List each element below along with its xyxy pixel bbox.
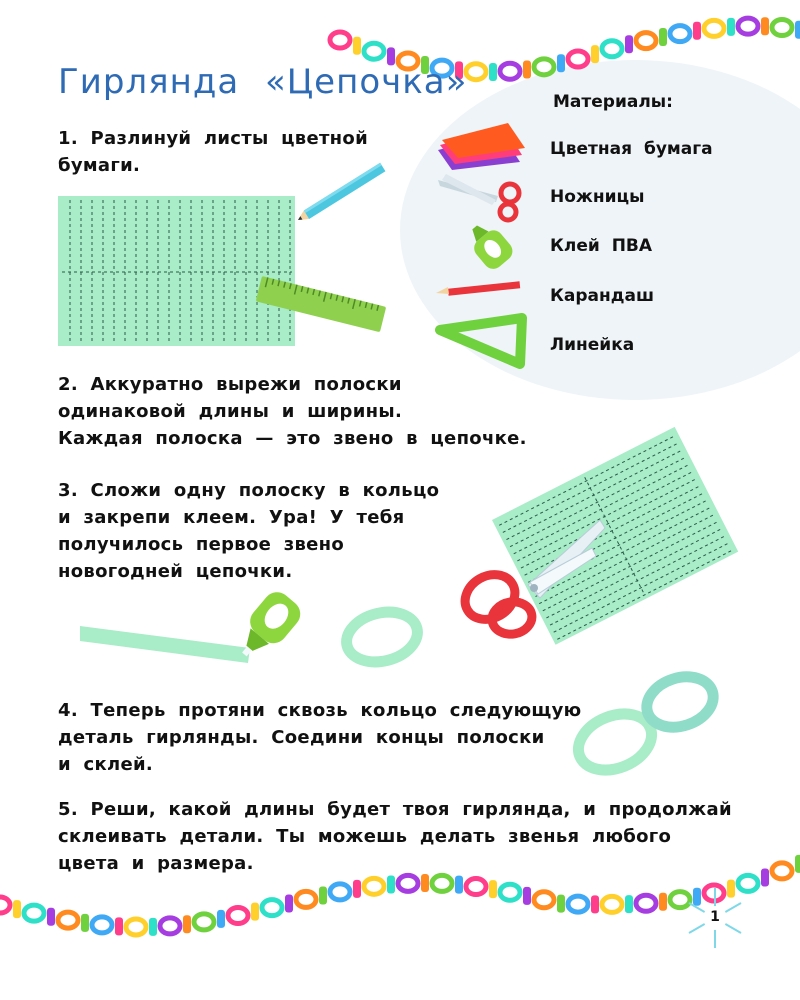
- step-5-line: склеивать детали. Ты можешь делать звенья любого: [58, 826, 672, 847]
- step-5-line: цвета и размера.: [58, 853, 254, 874]
- linked-rings-illustration: [570, 669, 720, 781]
- step-1: [58, 125, 368, 179]
- paper-ring-illustration: [341, 605, 422, 669]
- scissors-icon: [438, 174, 519, 220]
- step-2-line: Каждая полоска — это звено в цепочке.: [58, 428, 527, 449]
- step-1-line: 1. Разлинуй листы цветной: [58, 128, 369, 149]
- step-2: [58, 371, 527, 452]
- step-3-line: и закрепи клеем. Ура! У тебя: [58, 507, 405, 528]
- glue-icon: [462, 217, 516, 273]
- step-5: [58, 796, 732, 877]
- step-1-line: бумаги.: [58, 155, 141, 176]
- material-scissors: Ножницы: [550, 187, 645, 207]
- step-3: [58, 477, 439, 585]
- material-colored-paper: Цветная бумага: [550, 139, 713, 159]
- lined-paper-illustration: [58, 196, 295, 346]
- step-4-line: 4. Теперь протяни сквозь кольцо следующую: [58, 700, 582, 721]
- paper-strip-illustration: [80, 626, 250, 663]
- step-2-line: одинаковой длины и ширины.: [58, 401, 403, 422]
- material-ruler: Линейка: [550, 335, 635, 355]
- ruler-triangle-icon: [440, 318, 522, 364]
- colored-paper-icon: [438, 123, 525, 170]
- materials-heading: Материалы:: [553, 92, 673, 112]
- page-number: 1: [710, 909, 720, 925]
- step-4: [58, 697, 581, 778]
- material-pencil: Карандаш: [550, 286, 655, 306]
- step-2-line: 2. Аккуратно вырежи полоски: [58, 374, 402, 395]
- step-3-line: получилось первое звено: [58, 534, 345, 555]
- step-5-line: 5. Реши, какой длины будет твоя гирлянда, и продолжай: [58, 799, 732, 820]
- step-4-line: и склей.: [58, 754, 154, 775]
- step-4-line: деталь гирлянды. Соедини концы полоски: [58, 727, 545, 748]
- step-3-line: новогодней цепочки.: [58, 561, 293, 582]
- step-3-line: 3. Сложи одну полоску в кольцо: [58, 480, 440, 501]
- pencil-icon: [436, 281, 520, 295]
- page-title: Гирлянда «Цепочка»: [58, 62, 468, 102]
- material-glue: Клей ПВА: [550, 236, 653, 256]
